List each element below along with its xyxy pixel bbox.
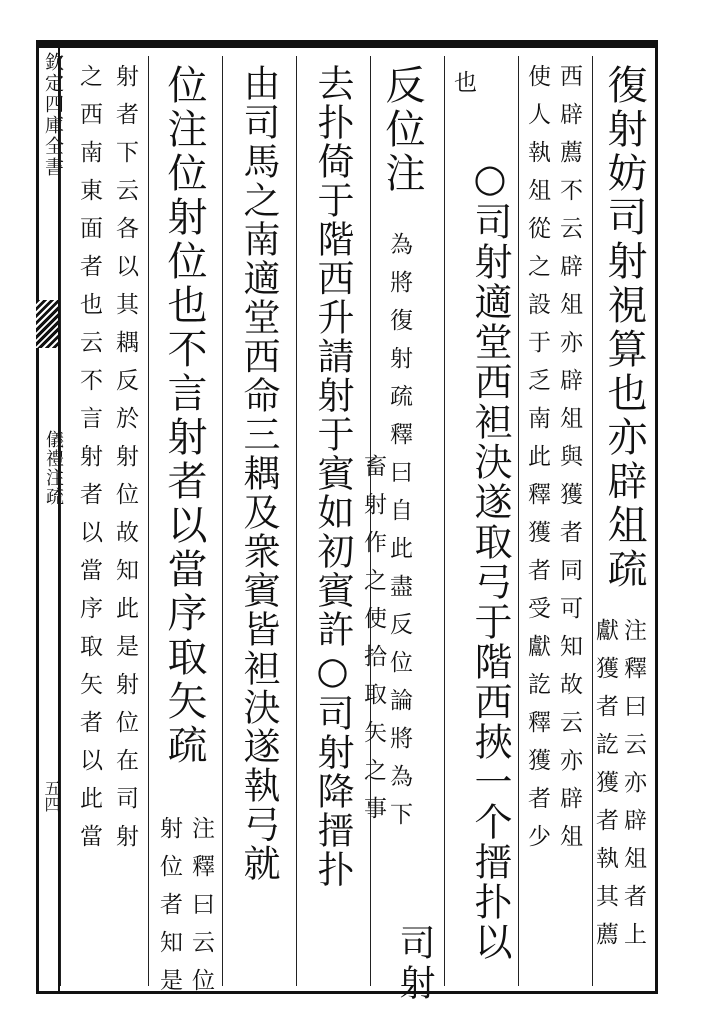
main-text: 反位注 — [379, 64, 425, 196]
page-number: 五四 — [42, 780, 61, 812]
main-text: 復射妨司射視算也亦辟俎疏 — [601, 64, 647, 592]
text-column-1 — [592, 56, 656, 986]
annotation-text: 注釋曰云位 — [188, 816, 214, 1006]
text-column-5 — [296, 56, 370, 986]
annotation-text: 也 — [450, 70, 476, 108]
text-column-2 — [518, 56, 592, 986]
annotation-text: 之西南東面者也云不言射者以當序取矢者以此當 — [76, 64, 102, 862]
annotation-text: 射位者知是 — [156, 816, 182, 1006]
text-column-6 — [222, 56, 296, 986]
fishtail-mark — [36, 300, 58, 348]
annotation-text: 為將復射疏釋曰自此盡反位論將為下 — [386, 232, 412, 840]
text-column-4 — [360, 56, 444, 1004]
annotation-text: 注釋曰云亦辟俎者上 — [620, 618, 646, 960]
book-title: 儀禮注疏 — [43, 430, 64, 506]
main-text-tail: 司射 — [394, 924, 435, 1004]
annotation-text: 獻獲者訖獲者執其薦 — [592, 618, 618, 960]
text-column-8 — [60, 56, 148, 986]
annotation-text: 使人執俎從之設于乏南此釋獲者受獻訖釋獲者少 — [524, 64, 550, 862]
main-text: 位注位射位也不言射者以當序取矢疏 — [161, 64, 207, 768]
annotation-text: 射者下云各以其耦反於射位故知此是射位在司射 — [112, 64, 138, 862]
main-text: 去扑倚于階西升請射于賓如初賓許○司射降搢扑 — [311, 64, 354, 889]
annotation-text: 畜射作之使拾取矢之事 — [360, 454, 386, 834]
main-text: ○司射適堂西袒決遂取弓于階西挾一个搢扑以 — [468, 156, 512, 962]
series-title: 欽定四庫全書 — [42, 52, 64, 178]
text-column-3 — [444, 56, 518, 986]
margin-strip — [36, 48, 60, 991]
frame-top-rule — [36, 40, 658, 48]
main-text: 由司馬之南適堂西命三耦及衆賓皆袒決遂執弓就 — [237, 64, 280, 883]
text-column-7 — [148, 56, 222, 1006]
annotation-text: 西辟薦不云辟俎亦辟俎與獲者同可知故云亦辟俎 — [556, 64, 582, 862]
